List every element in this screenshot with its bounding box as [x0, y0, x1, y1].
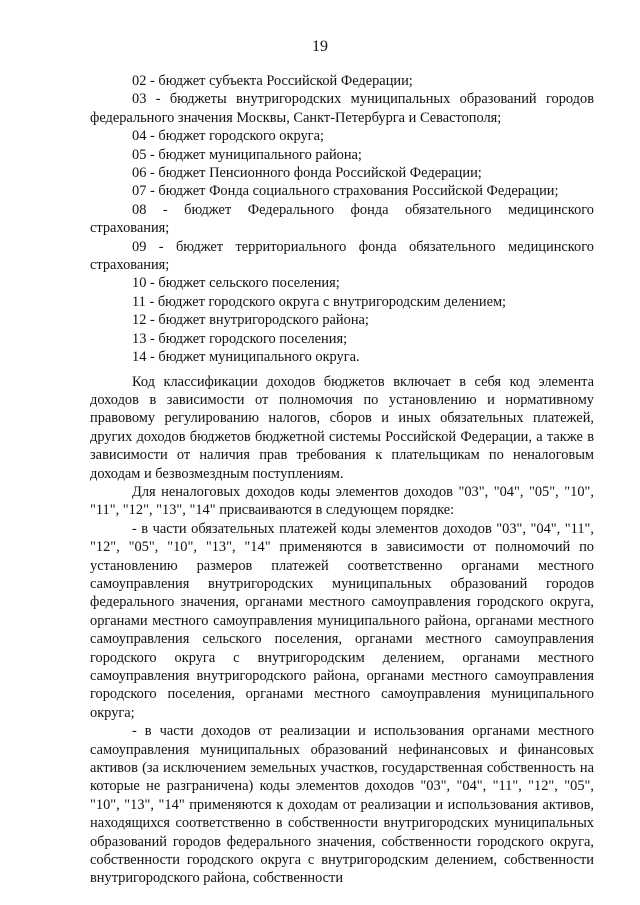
paragraph-code-12: 12 - бюджет внутригородского района; — [132, 312, 369, 329]
paragraph-mandatory-payments: - в части обязательных платежей коды элементов доходов "03", "04", "11", "12", "05", "10", "13", "14" применяются в зависимости от полномочий по установлению размеров платежей соответственно органами местного самоуправления внутригородских муниципальных образований городов федерального значения, органами местного самоуправления городского округа, органами местного самоуправления муниципального района, органами местного самоуправления сельского поселения, органами местного самоуправления городского округа с внутригородским делением, органами местного самоуправления внутригородского района, органами местного самоуправления городского поселения, органами местного самоуправления муниципального округа; — [90, 520, 594, 721]
paragraph-code-08: 08 - бюджет Федерального фонда обязательного медицинского страхования; — [90, 201, 594, 237]
paragraph-classification-code: Код классификации доходов бюджетов включает в себя код элемента доходов в зависимости от полномочия по установлению и нормативному правовому регулированию налогов, сборов и иных обязательных платежей, других доходов бюджетов бюджетной системы Российской Федерации, а также в зависимости от наличия прав требования к плательщикам по неналоговым доходам и безвозмездным поступлениям. — [90, 373, 594, 482]
paragraph-asset-income: - в части доходов от реализации и использования органами местного самоуправления муниципальных образований нефинансовых и финансовых активов (за исключением земельных участков, государственная собственность на которые не разграничена) коды элементов доходов "03", "04", "11", "12", "05", "10", "13", "14" применяются к доходам от реализации и использования активов, находящихся соответственно в собственности внутригородских муниципальных образований городов федерального значения, собственности городского округа, собственности городского округа с внутригородским делением, собственности внутригородского района, собственности — [90, 723, 594, 887]
paragraph-code-06: 06 - бюджет Пенсионного фонда Российской Федерации; — [132, 165, 482, 182]
paragraph-code-07: 07 - бюджет Фонда социального страхования Российской Федерации; — [132, 183, 559, 200]
paragraph-code-04: 04 - бюджет городского округа; — [132, 128, 324, 145]
paragraph-code-02: 02 - бюджет субъекта Российской Федерации; — [132, 73, 413, 89]
paragraph-code-10: 10 - бюджет сельского поселения; — [132, 275, 340, 292]
paragraph-code-11: 11 - бюджет городского округа с внутригородским делением; — [132, 293, 507, 310]
paragraph-code-09: 09 - бюджет территориального фонда обязательного медицинского страхования; — [90, 238, 594, 274]
paragraph-code-14: 14 - бюджет муниципального округа. — [132, 349, 360, 366]
paragraph-code-13: 13 - бюджет городского поселения; — [132, 330, 348, 347]
paragraph-code-05: 05 - бюджет муниципального района; — [132, 146, 362, 163]
paragraph-non-tax-codes: Для неналоговых доходов коды элементов доходов "03", "04", "05", "10", "11", "12", "13", "14" присваиваются в следующем порядке: — [90, 483, 594, 519]
page-number: 19 — [312, 38, 328, 55]
document-body — [90, 72, 594, 888]
paragraph-code-03: 03 - бюджеты внутригородских муниципальных образований городов федерального значения Москвы, Санкт-Петербурга и Севастополя; — [90, 91, 594, 126]
